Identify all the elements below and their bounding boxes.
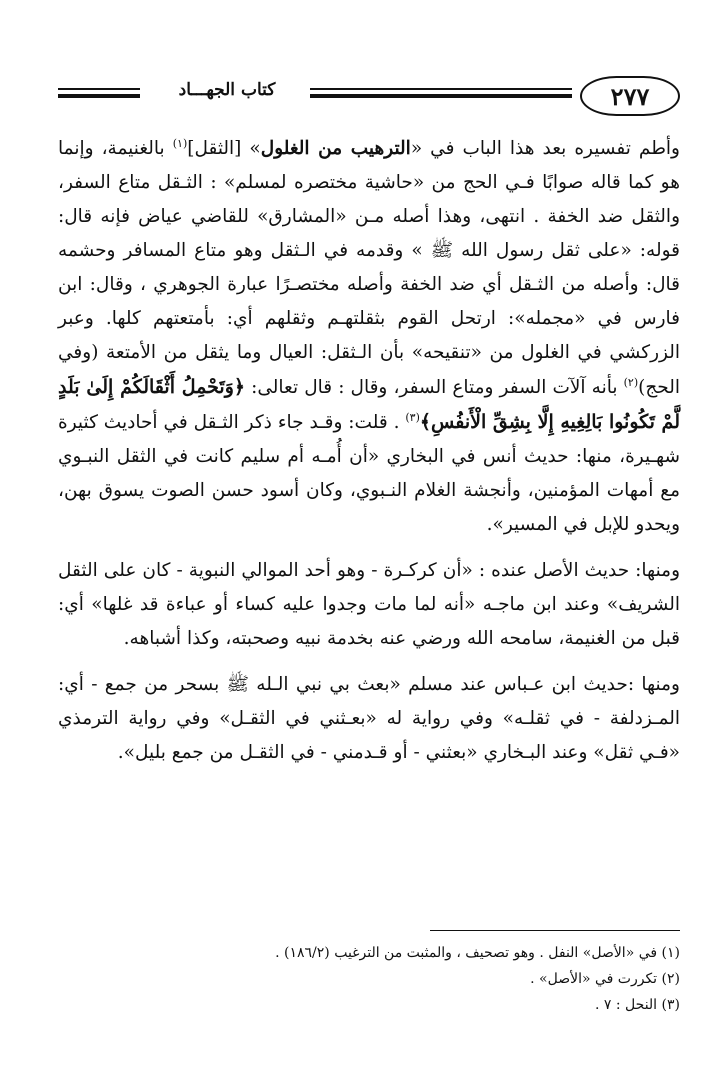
running-title: كتاب الجهـــاد (178, 80, 276, 100)
chapter-reference: الترهيب من الغلول (260, 138, 411, 159)
page-number: ٢٧٧ (580, 76, 680, 116)
header-rule-right (310, 88, 572, 100)
footnote-1: (١) في «الأصل» النفل . وهو تصحيف ، والمثبت من الترغيب (١٨٦/٢) . (275, 945, 680, 961)
paragraph-1: وأطم تفسيره بعد هذا الباب في «الترهيب من الغلول» [الثقل]$^{(١)}$ بالغنيمة، وإنما هو كما قاله صوابًا فـي الحج من «حاشية مختصره لمسلم» : الثـقل متاع السفر، والثقل ضد الخفة . انتهى، وهذا أصله مـن «المشارق» للقاضي عياض فإنه قال: قوله: «على ثقل رسول الله ﷺ » وقدمه في الـثقل وهو متاع المسافر وحشمه قال: وأصله من الثـقل أي ضد الخفة وأصله مختصـرًا عبارة الجوهري ، وقال: ابن فارس في «مجمله»: ارتحل القوم بثقلتهـم وثقلهم أي: بأمتعتهم كلها. وعبر الزركشي في الغلول من «تنقيحه» بأن الـثقل: العيال وما يثقل من الأمتعة (وفي الحج)$^{(٢)}$ بأنه آلآت السفر ومتاع السفر، وقال : قال تعالى: ﴿وَتَحْمِلُ أَثْقَالَكُمْ إِلَىٰ بَلَدٍ لَّمْ تَكُونُوا بَالِغِيهِ إِلَّا بِشِقِّ الْأَنفُسِ﴾$^{(٣)}$ . قلت: وقـد جاء ذكر الثـقل في أحاديث كثيرة شهـيرة، منها: حديث أنس في البخاري «أن أُمـه أم سليم كانت في الثقل النبـوي مع أمهات المؤمنين، وأنجشة الغلام النـبوي، وكان أسود حسن الصوت يسوق بهن، ويحدو للإبل في المسير». (58, 136, 680, 535)
footnote-ref-3: (٣) (405, 410, 420, 424)
header-rule-left (58, 88, 140, 100)
book-page (58, 70, 680, 1045)
footnote-separator (430, 930, 680, 931)
footnote-3: (٣) النحل : ٧ . (595, 997, 680, 1013)
footnote-ref-2: (٢) (623, 375, 639, 389)
footnote-2: (٢) تكررت في «الأصل» . (530, 971, 680, 987)
page-header (58, 70, 680, 122)
main-text (58, 132, 680, 770)
paragraph-3: ومنها :حديث ابن عـباس عند مسلم «بعث بي نبي الـله ﷺ بسحر من جمع - أي: المـزدلفة - في ثقلـه» وفي رواية له «بعـثني في الثقـل» وفي رواية الترمذي «فـي ثقل» وعند البـخاري «بعثني - أو قـدمني - في الثقـل من جمع بليل». (58, 674, 680, 763)
footnote-ref-1: (١) (172, 136, 188, 150)
footnotes (58, 940, 680, 1018)
quran-verse: ﴿وَتَحْمِلُ أَثْقَالَكُمْ إِلَىٰ بَلَدٍ لَّمْ تَكُونُوا بَالِغِيهِ إِلَّا بِشِقِّ الْأَنفُسِ﴾ (58, 376, 680, 433)
paragraph-2: ومنها: حديث الأصل عنده : «أن كركـرة - وهو أحد الموالي النبوية - كان على الثقل الشريف» وعند ابن ماجـه «أنه لما مات وجدوا عليه كساء أو عباءة قد غلها» أي: قبل من الغنيمة، سامحه الله ورضي عنه بخدمة نبيه وصحبته، وكذا أشباهه. (58, 560, 680, 649)
